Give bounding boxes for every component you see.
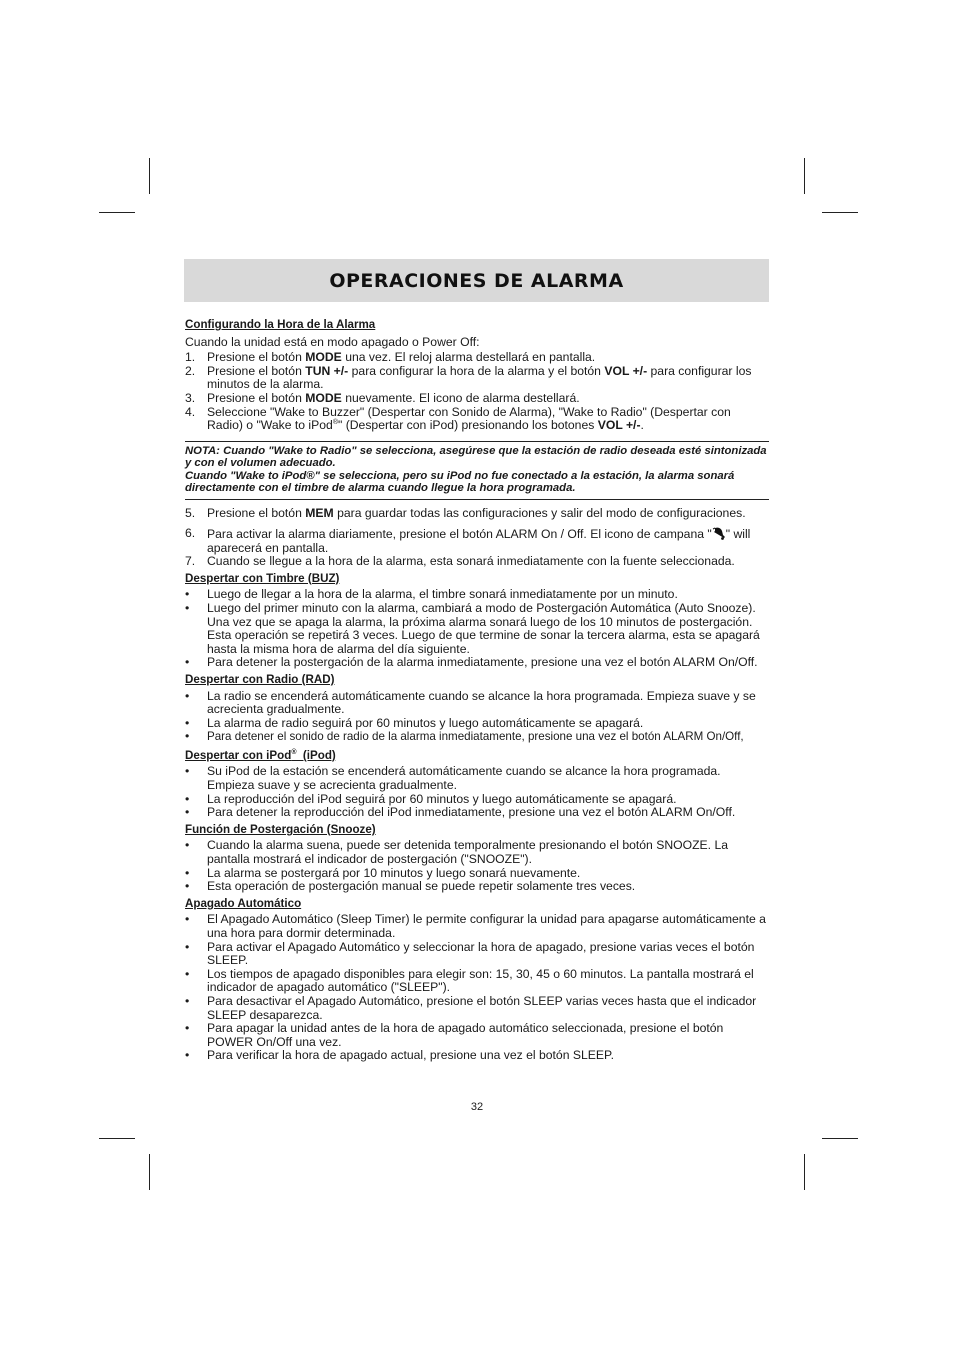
crop-mark: [822, 212, 858, 213]
note-line: NOTA: Cuando "Wake to Radio" se selecciona, asegúrese que la estación de radio deseada esté sintonizada y con el volumen adecuado.: [185, 444, 767, 470]
list-item: • Luego del primer minuto con la alarma, cambiará a modo de Postergación Automática (Auto Snooze). Una vez que se apaga la alarma, la próxima alarma sonará luego de los 10 minutos de postergación. Esta operación se repetirá 3 veces. Luego de que termine de sonar la tercera alarma, esta se apagará hasta la misma hora de alarma del día siguiente.: [185, 600, 760, 656]
section-heading-sleep: Apagado Automático: [185, 896, 302, 910]
list-item: • Para detener el sonido de radio de la alarma inmediatamente, presione una vez el botón ALARM On/Off,: [185, 729, 744, 744]
crop-mark: [822, 1138, 858, 1139]
list-item: • Para desactivar el Apagado Automático, presione el botón SLEEP varias veces hasta que el indicador SLEEP desaparezca.: [185, 993, 757, 1022]
list-item: • La alarma de radio seguirá por 60 minutos y luego automáticamente se apagará.: [185, 715, 644, 730]
list-item: • Cuando la alarma suena, puede ser detenida temporalmente presionando el botón SNOOZE. La pantalla mostrará el indicador de postergación ("SNOOZE").: [185, 838, 729, 867]
list-item: 3. Presione el botón MODE nuevamente. El icono de alarma destellará.: [185, 390, 580, 405]
crop-mark: [99, 1138, 135, 1139]
crop-mark: [804, 158, 805, 194]
list-item: • Luego de llegar a la hora de la alarma, el timbre sonará inmediatamente por un minuto.: [185, 587, 678, 602]
intro-text: Cuando la unidad está en modo apagado o Power Off:: [185, 334, 480, 349]
crop-mark: [99, 212, 135, 213]
list-item: • Para verificar la hora de apagado actual, presione una vez el botón SLEEP.: [185, 1048, 614, 1063]
page-title: OPERACIONES DE ALARMA: [329, 269, 624, 292]
list-item: • Para detener la postergación de la alarma inmediatamente, presione una vez el botón ALARM On/Off.: [185, 655, 758, 670]
list-item: • Los tiempos de apagado disponibles para elegir son: 15, 30, 45 o 60 minutos. La pantalla mostrará el indicador de apagado automático ("SLEEP").: [185, 966, 754, 995]
list-item: • Para activar el Apagado Automático y seleccionar la hora de apagado, presione varias veces el botón SLEEP.: [185, 939, 755, 968]
list-item: 5. Presione el botón MEM para guardar todas las configuraciones y salir del modo de configuraciones.: [185, 506, 746, 521]
section-heading-snooze: Función de Postergación (Snooze): [185, 822, 376, 836]
list-item: • Esta operación de postergación manual se puede repetir solamente tres veces.: [185, 879, 636, 894]
list-item: • La alarma se postergará por 10 minutos y luego sonará nuevamente.: [185, 865, 581, 880]
list-item: • La radio se encenderá automáticamente cuando se alcance la hora programada. Empieza suave y se acrecienta gradualmente.: [185, 688, 756, 717]
title-banner: [184, 259, 769, 302]
list-item: 2. Presione el botón TUN +/- para configurar la hora de la alarma y el botón VOL +/- para configurar los minutos de la alarma.: [185, 363, 752, 392]
list-item: 7. Cuando se llegue a la hora de la alarma, esta sonará inmediatamente con la fuente seleccionada.: [185, 554, 735, 569]
section-heading-ipod: Despertar con iPod® (iPod): [185, 748, 336, 762]
document-body: [185, 318, 769, 1063]
list-item: 1. Presione el botón MODE una vez. El reloj alarma destellará en pantalla.: [185, 350, 596, 365]
note-box: [185, 441, 769, 501]
page-number: 32: [470, 1101, 484, 1113]
list-item: • Su iPod de la estación se encenderá automáticamente cuando se alcance la hora programada. Empieza suave y se acrecienta gradualmente.: [185, 764, 721, 793]
list-item: 4. Seleccione "Wake to Buzzer" (Despertar con Sonido de Alarma), "Wake to Radio" (Despertar con Radio) o "Wake to iPod®" (Despertar con iPod) presionando los botones VOL +/-.: [185, 404, 731, 433]
list-item: • La reproducción del iPod seguirá por 60 minutos y luego automáticamente se apagará.: [185, 791, 677, 806]
list-item: • El Apagado Automático (Sleep Timer) le permite configurar la unidad para apagarse automáticamente a una hora para dormir determinada.: [185, 912, 766, 940]
crop-mark: [149, 1154, 150, 1190]
list-item: • Para apagar la unidad antes de la hora de apagado automático seleccionada, presione el botón POWER On/Off una vez.: [185, 1021, 724, 1049]
crop-mark: [149, 158, 150, 194]
section-heading-radio: Despertar con Radio (RAD): [185, 672, 335, 686]
crop-mark: [804, 1154, 805, 1190]
list-item: 6. Para activar la alarma diariamente, presione el botón ALARM On / Off. El icono de campana " " will aparecerá en pantalla.: [185, 525, 751, 555]
note-line: Cuando "Wake to iPod®" se selecciona, pero su iPod no fue conectado a la estación, la alarma sonará directamente con el timbre de alarma cuando llegue la hora programada.: [185, 469, 735, 494]
section-heading-buzzer: Despertar con Timbre (BUZ): [185, 571, 340, 585]
section-heading-alarm-setup: Configurando la Hora de la Alarma: [185, 318, 376, 331]
list-item: • Para detener la reproducción del iPod inmediatamente, presione una vez el botón ALARM On/Off.: [185, 805, 736, 820]
bell-icon: [712, 527, 726, 540]
